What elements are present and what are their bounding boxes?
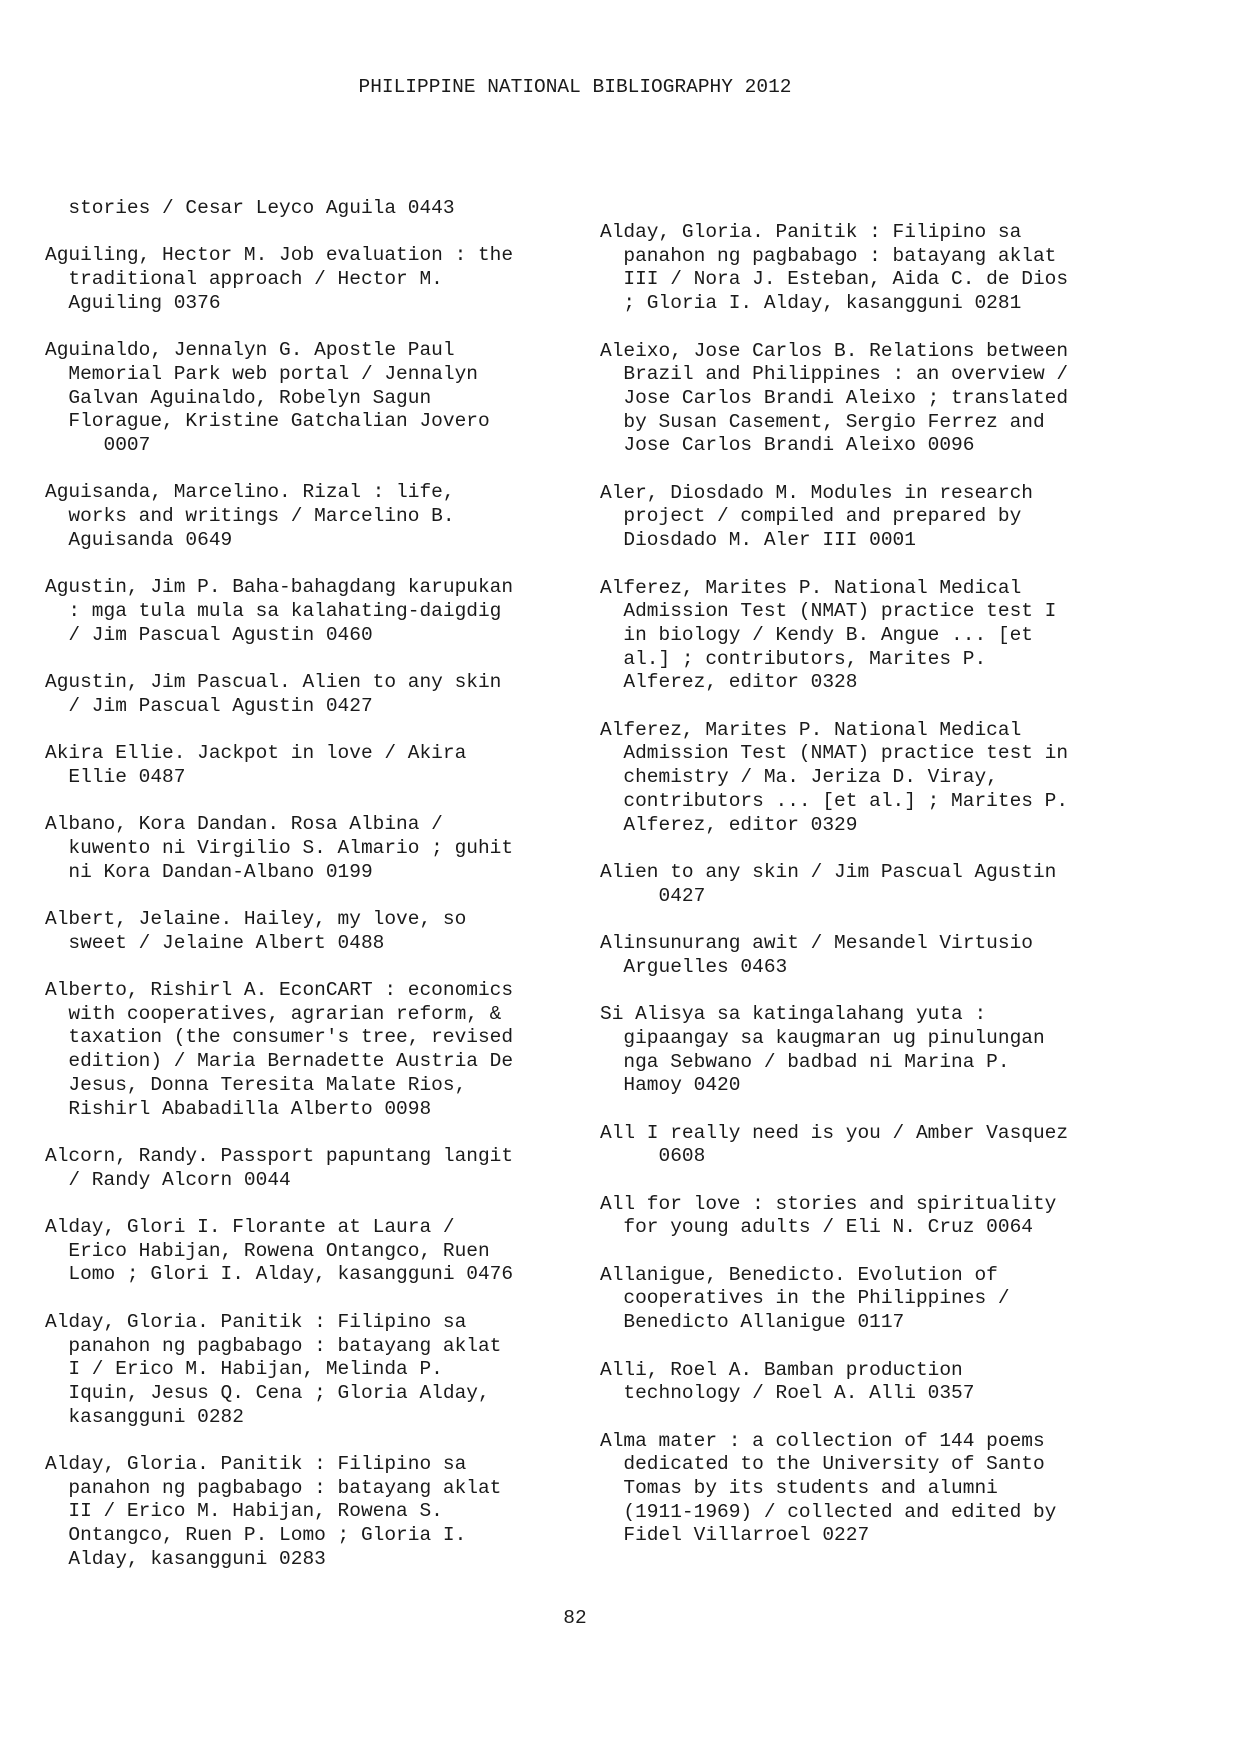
- bibliography-entry: Alma mater : a collection of 144 poems dedicated to the University of Santo Tomas by its students and alumni (1911-1969) / collected and edited by Fidel Villarroel 0227: [600, 1429, 1057, 1547]
- bibliography-entry: Alday, Glori I. Florante at Laura / Erico Habijan, Rowena Ontangco, Ruen Lomo ; Glori I. Alday, kasangguni 0476: [45, 1216, 514, 1286]
- bibliography-entry: Alday, Gloria. Panitik : Filipino sa panahon ng pagbabago : batayang aklat III / Nora J. Esteban, Aida C. de Dios ; Gloria I. Alday, kasangguni 0281: [600, 221, 1069, 315]
- bibliography-entry: Agustin, Jim Pascual. Alien to any skin / Jim Pascual Agustin 0427: [45, 670, 502, 717]
- bibliography-entry: Alferez, Marites P. National Medical Admission Test (NMAT) practice test I in biology / Kendy B. Angue ... [et al.] ; contributors, Marites P. Alferez, editor 0328: [600, 576, 1057, 694]
- bibliography-entry: Albano, Kora Dandan. Rosa Albina / kuwento ni Virgilio S. Almario ; guhit ni Kora Dandan-Albano 0199: [45, 813, 514, 883]
- bibliography-entry: Alday, Gloria. Panitik : Filipino sa panahon ng pagbabago : batayang aklat I / Erico M. Habijan, Melinda P. Iquin, Jesus Q. Cena ; Gloria Alday, kasangguni 0282: [45, 1310, 502, 1428]
- bibliography-entry: Alli, Roel A. Bamban production technology / Roel A. Alli 0357: [600, 1358, 975, 1405]
- bibliography-entry: Aguiling, Hector M. Job evaluation : the traditional approach / Hector M. Aguiling 0376: [45, 244, 514, 314]
- bibliography-entry: Aguisanda, Marcelino. Rizal : life, works and writings / Marcelino B. Aguisanda 0649: [45, 481, 455, 551]
- bibliography-entry: Akira Ellie. Jackpot in love / Akira Ellie 0487: [45, 742, 467, 788]
- bibliography-column-left: [45, 197, 605, 1595]
- bibliography-entry: Allanigue, Benedicto. Evolution of cooperatives in the Philippines / Benedicto Allanigue 0117: [600, 1263, 1010, 1334]
- bibliography-entry: Alinsunurang awit / Mesandel Virtusio Arguelles 0463: [600, 932, 1033, 978]
- bibliography-entry: Alien to any skin / Jim Pascual Agustin 0427: [600, 860, 1057, 907]
- bibliography-column-right: [600, 221, 1160, 1572]
- bibliography-entry: Si Alisya sa katingalahang yuta : gipaangay sa kaugmaran ug pinulungan nga Sebwano / badbad ni Marina P. Hamoy 0420: [600, 1003, 1045, 1097]
- running-head: PHILIPPINE NATIONAL BIBLIOGRAPHY 2012: [358, 76, 792, 98]
- bibliography-entry: Aleixo, Jose Carlos B. Relations between Brazil and Philippines : an overview / Jose Carlos Brandi Aleixo ; translated by Susan Casement, Sergio Ferrez and Jose Carlos Brandi Aleixo 0096: [600, 339, 1069, 457]
- bibliography-entry: Albert, Jelaine. Hailey, my love, so sweet / Jelaine Albert 0488: [45, 907, 467, 954]
- bibliography-entry: Agustin, Jim P. Baha-bahagdang karupukan : mga tula mula sa kalahating-daigdig / Jim Pascual Agustin 0460: [45, 576, 514, 646]
- bibliography-entry: Alday, Gloria. Panitik : Filipino sa panahon ng pagbabago : batayang aklat II / Erico M. Habijan, Rowena S. Ontangco, Ruen P. Lomo ; Gloria I. Alday, kasangguni 0283: [45, 1453, 502, 1570]
- bibliography-entry: Alcorn, Randy. Passport papuntang langit / Randy Alcorn 0044: [45, 1144, 514, 1191]
- bibliography-entry: Alberto, Rishirl A. EconCART : economics with cooperatives, agrarian reform, & taxation (the consumer's tree, revised edition) / Maria Bernadette Austria De Jesus, Donna Teresita Malate Rios, Rishirl Ababadilla Alberto 0098: [45, 979, 514, 1120]
- page-number: 82: [563, 1607, 587, 1629]
- bibliography-entry: Aguinaldo, Jennalyn G. Apostle Paul Memorial Park web portal / Jennalyn Galvan Aguinaldo, Robelyn Sagun Florague, Kristine Gatchalian Jovero 0007: [45, 339, 490, 456]
- bibliography-entry: Aler, Diosdado M. Modules in research project / compiled and prepared by Diosdado M. Aler III 0001: [600, 481, 1033, 552]
- bibliography-entry: All I really need is you / Amber Vasquez 0608: [600, 1121, 1069, 1168]
- bibliography-entry: All for love : stories and spirituality for young adults / Eli N. Cruz 0064: [600, 1192, 1057, 1239]
- bibliography-entry: stories / Cesar Leyco Aguila 0443: [45, 197, 455, 219]
- bibliography-entry: Alferez, Marites P. National Medical Admission Test (NMAT) practice test in chemistry / Ma. Jeriza D. Viray, contributors ... [et al.] ; Marites P. Alferez, editor 0329: [600, 718, 1069, 836]
